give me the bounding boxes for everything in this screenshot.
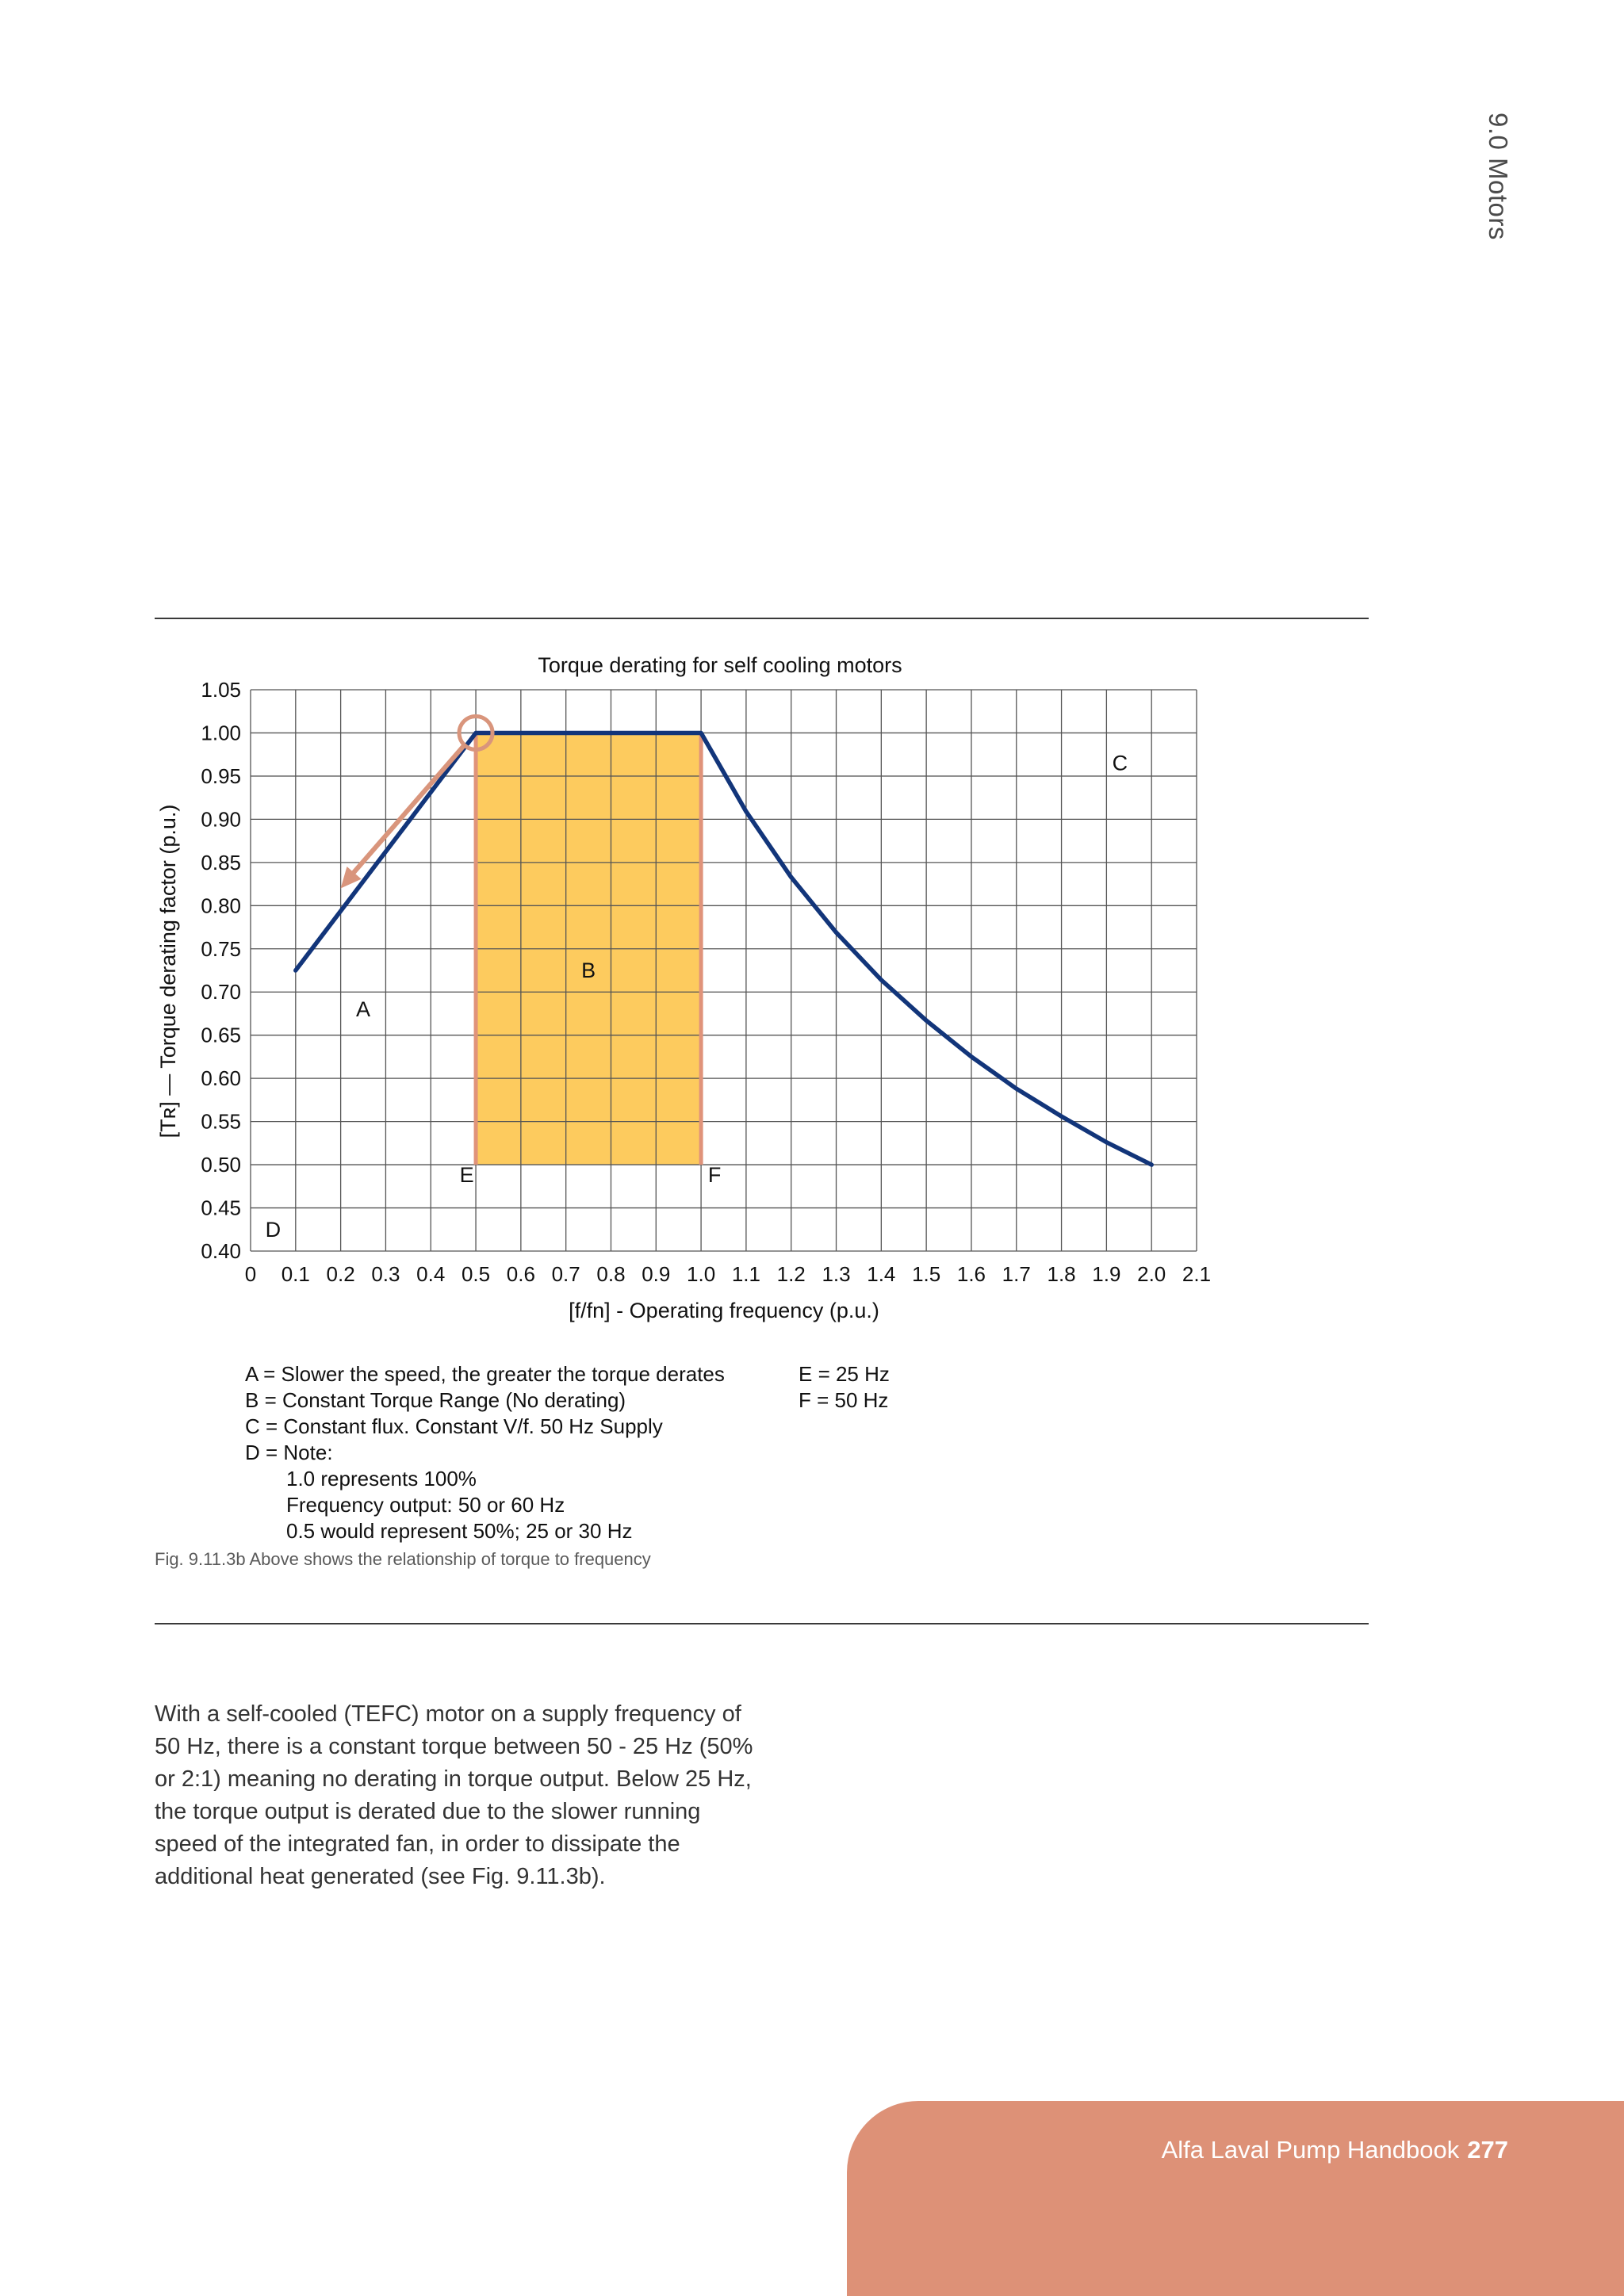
x-tick-label: 1.9 bbox=[1092, 1262, 1121, 1286]
highlight-arrow-shaft bbox=[346, 745, 464, 882]
x-tick-label: 0.1 bbox=[281, 1262, 310, 1286]
y-tick-label: 0.55 bbox=[201, 1109, 241, 1134]
x-tick-label: 1.5 bbox=[912, 1262, 941, 1286]
legend-item-e: E = 25 Hz bbox=[799, 1362, 890, 1386]
y-axis-label: [Tʀ] — Torque derating factor (p.u.) bbox=[156, 804, 180, 1138]
x-tick-label: 1.4 bbox=[867, 1262, 896, 1286]
legend-right bbox=[799, 1361, 890, 1414]
section-tab: 9.0 Motors bbox=[1484, 113, 1513, 240]
y-tick-label: 0.75 bbox=[201, 936, 241, 961]
annotation-f: F bbox=[707, 1163, 722, 1188]
x-tick-label: 0 bbox=[244, 1262, 257, 1286]
annotation-e: E bbox=[459, 1163, 474, 1188]
x-tick-label: 1.8 bbox=[1047, 1262, 1076, 1286]
annotation-b: B bbox=[581, 959, 596, 982]
y-tick-label: 0.95 bbox=[201, 763, 241, 788]
legend-note-1: 1.0 represents 100% bbox=[286, 1467, 477, 1490]
legend-item-d: D = Note: bbox=[245, 1441, 333, 1464]
legend-item-b: B = Constant Torque Range (No derating) bbox=[245, 1388, 626, 1412]
x-tick-label: 1.7 bbox=[1002, 1262, 1031, 1286]
chart-title: Torque derating for self cooling motors bbox=[538, 653, 902, 677]
legend-note-3: 0.5 would represent 50%; 25 or 30 Hz bbox=[286, 1519, 633, 1543]
body-paragraph: With a self-cooled (TEFC) motor on a supply frequency of 50 Hz, there is a constant torque between 50 - 25 Hz (50% or 2:1) meaning no derating in torque output. Below 25 Hz, the torque output is derated due to the slower running speed of the integrated fan, in order to dissipate the additional heat generated (see Fig. 9.11.3b). bbox=[155, 1701, 753, 1889]
footer-book-title: Alfa Laval Pump Handbook bbox=[1161, 2136, 1460, 2164]
annotation-c: C bbox=[1112, 751, 1128, 775]
legend-item-f: F = 50 Hz bbox=[799, 1388, 889, 1412]
x-tick-label: 0.8 bbox=[596, 1262, 626, 1286]
body-text bbox=[155, 1698, 757, 1893]
y-tick-label: 0.70 bbox=[201, 980, 241, 1004]
x-tick-label: 1.0 bbox=[687, 1262, 716, 1286]
figure-caption: Fig. 9.11.3b Above shows the relationship of torque to frequency bbox=[155, 1549, 651, 1569]
y-tick-label: 1.05 bbox=[201, 678, 241, 702]
page-number: 277 bbox=[1467, 2136, 1508, 2164]
x-tick-label: 1.1 bbox=[731, 1262, 760, 1286]
x-tick-label: 0.5 bbox=[461, 1262, 491, 1286]
annotation-a: A bbox=[356, 997, 371, 1022]
x-tick-label: 0.4 bbox=[416, 1262, 446, 1286]
x-tick-label: 2.1 bbox=[1182, 1262, 1212, 1286]
footer bbox=[1162, 2136, 1508, 2164]
annotation-d: D bbox=[265, 1217, 282, 1242]
legend-note-2: Frequency output: 50 or 60 Hz bbox=[286, 1493, 565, 1517]
x-tick-label: 0.6 bbox=[506, 1262, 535, 1286]
y-tick-label: 0.45 bbox=[201, 1196, 241, 1220]
x-tick-label: 1.6 bbox=[956, 1262, 986, 1286]
y-tick-label: 0.80 bbox=[201, 894, 241, 918]
tick-layer bbox=[201, 678, 1211, 1286]
legend-item-a: A = Slower the speed, the greater the torque derates bbox=[245, 1362, 725, 1386]
x-tick-label: 0.7 bbox=[551, 1262, 580, 1286]
y-tick-label: 0.60 bbox=[201, 1066, 241, 1091]
x-tick-label: 1.2 bbox=[776, 1262, 806, 1286]
y-tick-label: 0.40 bbox=[201, 1239, 241, 1263]
x-tick-label: 1.3 bbox=[822, 1262, 851, 1286]
footer-band bbox=[847, 2101, 1624, 2296]
y-tick-label: 1.00 bbox=[201, 721, 241, 745]
y-tick-label: 0.90 bbox=[201, 807, 241, 832]
x-tick-label: 0.3 bbox=[371, 1262, 400, 1286]
x-tick-label: 2.0 bbox=[1137, 1262, 1166, 1286]
legend-left bbox=[245, 1361, 725, 1544]
x-axis-label: [f/fn] - Operating frequency (p.u.) bbox=[569, 1299, 879, 1322]
bottom-rule bbox=[155, 1623, 1369, 1624]
y-tick-label: 0.65 bbox=[201, 1023, 241, 1047]
y-tick-label: 0.85 bbox=[201, 850, 241, 874]
legend-item-c: C = Constant flux. Constant V/f. 50 Hz Supply bbox=[245, 1414, 663, 1438]
x-tick-label: 0.9 bbox=[642, 1262, 671, 1286]
x-tick-label: 0.2 bbox=[326, 1262, 355, 1286]
y-tick-label: 0.50 bbox=[201, 1153, 241, 1177]
